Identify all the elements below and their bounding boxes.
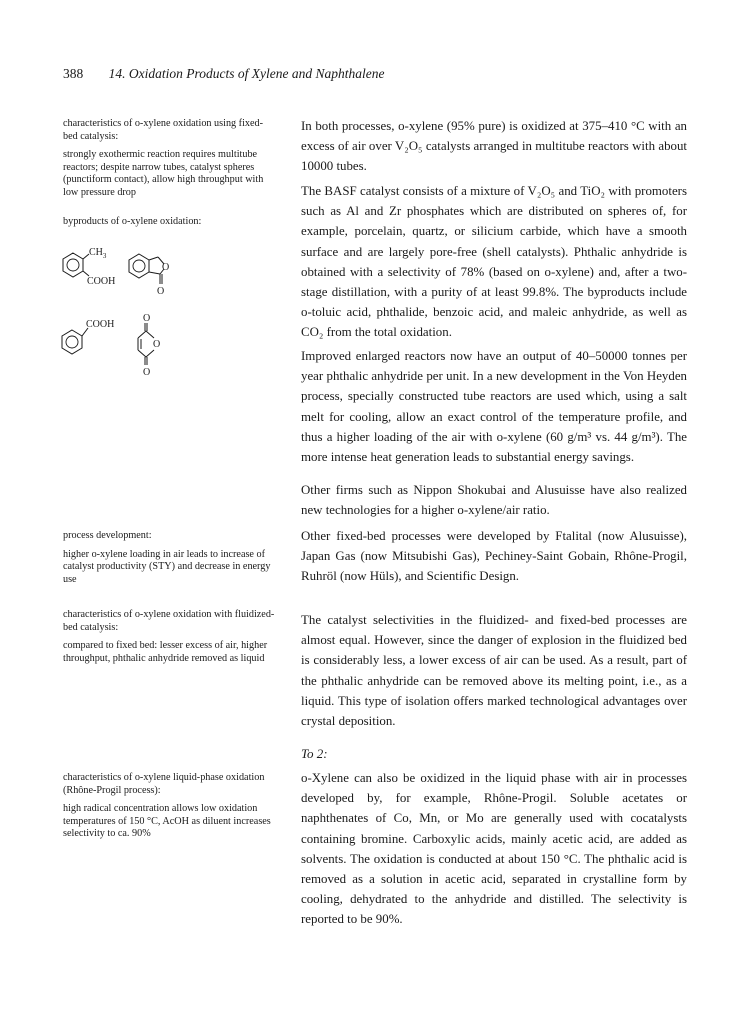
margin-note-text: compared to fixed bed: lesser excess of air, higher throughput, phthalic anhydride removed as liquid xyxy=(63,640,268,664)
chapter-title: 14. Oxidation Products of Xylene and Naphthalene xyxy=(108,66,385,81)
margin-note-liquid-phase xyxy=(63,772,275,841)
body-paragraph xyxy=(301,526,687,587)
body-paragraph xyxy=(301,116,687,177)
section-heading: To 2: xyxy=(301,746,328,761)
paragraph-text: Improved enlarged reactors now have an output of 40–50000 tonnes per year phthalic anhydride per unit. In a new development in the Von Heyden process, specially constructed tube reactors are used which, using a salt melt for cooling, allow an exact control of the temperature profile, and thus a higher loading of the air with o-xylene (60 g/m³ vs. 44 g/m³). The more intense heat generation leads to substantial energy savings. xyxy=(301,349,687,465)
structure-phthalide xyxy=(125,246,185,306)
margin-note-fixed-bed xyxy=(63,118,275,200)
carbonyl-oxygen-bottom-label: O xyxy=(143,367,151,378)
structure-benzoic-acid xyxy=(60,314,120,360)
margin-note-heading: process development: xyxy=(63,530,152,541)
cooh-label: COOH xyxy=(86,319,115,330)
carbonyl-oxygen-label: O xyxy=(157,286,165,297)
margin-note-byproducts xyxy=(63,216,275,229)
margin-note-text: high radical concentration allows low oxidation temperatures of 150 °C, AcOH as diluent increases selectivity to ca. 90% xyxy=(63,803,271,840)
body-paragraph xyxy=(301,610,687,731)
paragraph-text: The catalyst selectivities in the fluidized- and fixed-bed processes are almost equal. However, since the danger of explosion in the fluidized bed is considerably less, a lower excess of air can be used. As a result, part of the phthalic anhydride can be removed above its melting point, i.e., as a liquid. This type of isolation offers marked technological advantages over crystal deposition. xyxy=(301,613,687,729)
margin-note-process-development xyxy=(63,530,275,586)
margin-note-text: strongly exothermic reaction requires multitube reactors; despite narrow tubes, catalyst spheres (punctiform contact), allow high throughput with low pressure drop xyxy=(63,149,264,198)
paragraph-text: In both processes, o-xylene (95% pure) is oxidized at 375–410 °C with an excess of air over V₂O₅ catalysts arranged in multitube reactors with about 10000 tubes. xyxy=(301,119,687,174)
margin-note-fluidized-bed xyxy=(63,609,275,665)
structure-maleic-anhydride xyxy=(132,312,172,378)
cooh-label: COOH xyxy=(87,276,116,287)
margin-note-heading: characteristics of o-xylene oxidation using fixed-bed catalysis: xyxy=(63,118,264,142)
paragraph-text: Other firms such as Nippon Shokubai and Alusuisse have also realized new technologies for a higher o-xylene/air ratio. xyxy=(301,483,687,518)
margin-note-text: higher o-xylene loading in air leads to increase of catalyst productivity (STY) and decrease in energy use xyxy=(63,548,271,585)
page-number: 388 xyxy=(63,66,84,81)
carbonyl-oxygen-top-label: O xyxy=(143,313,151,324)
running-header xyxy=(63,66,384,82)
paragraph-text: The BASF catalyst consists of a mixture of V₂O₅ and TiO₂ with promoters such as Al and Zr phosphates which are distributed on spheres of, for example, porcelain, quartz, or silicium carbide, which have a smooth surface and are largely pore-free (shell catalysts). Phthalic anhydride is obtained with a selectivity of 78% (based on o-xylene) and, after a two-stage distillation, with a purity of at least 99.8%. The byproducts include o-toluic acid, phthalide, benzoic acid, and maleic anhydride, as well as CO₂ from the total oxidation. xyxy=(301,184,687,340)
body-paragraph xyxy=(301,181,687,343)
ring-oxygen-label: O xyxy=(162,262,170,273)
body-paragraph xyxy=(301,346,687,467)
body-paragraph xyxy=(301,768,687,930)
margin-note-heading: characteristics of o-xylene oxidation with fluidized-bed catalysis: xyxy=(63,609,275,633)
body-paragraph xyxy=(301,480,687,520)
margin-note-heading: characteristics of o-xylene liquid-phase oxidation (Rhône-Progil process): xyxy=(63,772,265,796)
margin-note-heading: byproducts of o-xylene oxidation: xyxy=(63,216,202,227)
paragraph-text: o-Xylene can also be oxidized in the liquid phase with air in processes developed by, for example, Rhône-Progil. Soluble acetates or naphthenates of Co, Mn, or Mo are generally used with cocatalysts containing bromine. Carboxylic acids, mainly acetic acid, are added as solvents. The oxidation is conducted at about 150 °C. The phthalic acid is removed as a solution in acetic acid, separated in crystalline form by cooling, dehydrated to the anhydride and distilled. The selectivity is reported to be 90%. xyxy=(301,771,687,927)
paragraph-text: Other fixed-bed processes were developed by Ftalital (now Alusuisse), Japan Gas (now Mitsubishi Gas), Pechiney-Saint Gobain, Rhône-Progil, Ruhröl (now Hüls), and Scientific Design. xyxy=(301,529,687,584)
ring-oxygen-label: O xyxy=(153,339,161,350)
ch3-label: $CH_3$ xyxy=(89,247,107,260)
